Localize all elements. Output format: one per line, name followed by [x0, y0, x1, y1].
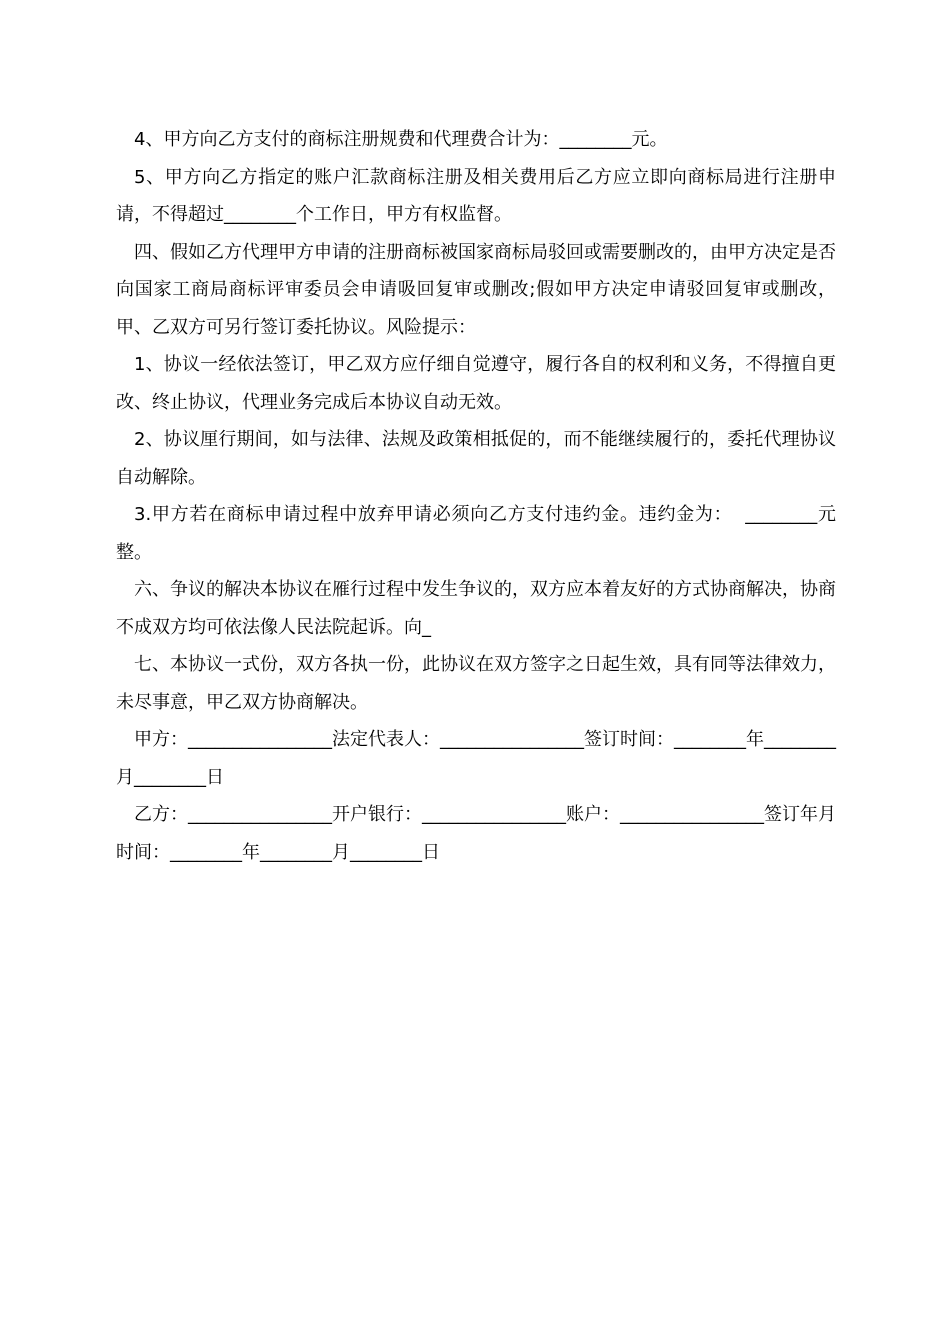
section-7-effectiveness: 七、本协议一式份，双方各执一份，此协议在双方签字之日起生效，具有同等法律效力，未尽事意，甲乙双方协商解决。 — [116, 654, 836, 713]
risk-item-1: 1、协议一经依法签订，甲乙双方应仔细自觉遵守，履行各自的权利和义务，不得擅自更改、终止协议，代理业务完成后本协议自动无效。 — [116, 354, 836, 413]
section-4-rejection-handling: 四、假如乙方代理甲方申请的注册商标被国家商标局驳回或需要删改的，由甲方决定是否向国家工商局商标评审委员会申请吸回复审或删改;假如甲方决定申请驳回复审或删改，甲、乙双方可另行签订委托协议。风险提示： — [116, 241, 836, 338]
clause-5-registration-deadline: 5、甲方向乙方指定的账户汇款商标注册及相关费用后乙方应立即向商标局进行注册申请，不得超过________个工作日，甲方有权监督。 — [116, 166, 836, 225]
clause-4-fee-total: 4、甲方向乙方支付的商标注册规费和代理费合计为：________元。 — [134, 129, 668, 150]
risk-item-2: 2、协议厘行期间，如与法律、法规及政策相抵促的，而不能继续履行的，委托代理协议自动解除。 — [116, 429, 836, 488]
party-b-signature-line: 乙方：________________开户银行：________________账户：________________签订年月时间：________年________月________日 — [116, 804, 836, 863]
party-a-signature-line: 甲方：________________法定代表人：________________签订时间：________年________月________日 — [116, 729, 836, 788]
risk-item-3-penalty: 3.甲方若在商标申请过程中放弃甲请必须向乙方支付违约金。违约金为： ________元整。 — [116, 504, 836, 563]
section-6-dispute-resolution: 六、争议的解决本协议在雁行过程中发生争议的，双方应本着友好的方式协商解决，协商不成双方均可依法像人民法院起诉。向_ — [116, 579, 836, 638]
document-body — [116, 121, 836, 871]
